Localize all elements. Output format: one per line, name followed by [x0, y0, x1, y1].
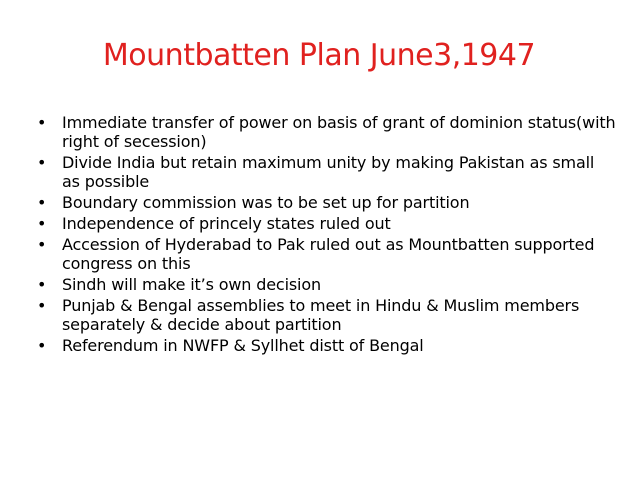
bullet-text: Accession of Hyderabad to Pak ruled out as Mountbatten supported congress on this [62, 235, 595, 273]
bullet-icon: • [37, 296, 47, 315]
bullet-text: Immediate transfer of power on basis of grant of dominion status(with right of secession) [62, 113, 616, 151]
bullet-item [36, 296, 616, 334]
bullet-icon: • [37, 153, 47, 172]
bullet-text: Sindh will make it’s own decision [62, 275, 321, 294]
bullet-text: Divide India but retain maximum unity by making Pakistan as small as possible [62, 153, 595, 191]
bullet-icon: • [37, 275, 47, 294]
bullet-item [36, 193, 616, 212]
bullet-text: Referendum in NWFP & Syllhet distt of Bengal [62, 336, 424, 355]
bullet-icon: • [37, 214, 47, 233]
bullet-item [36, 214, 616, 233]
bullet-icon: • [37, 336, 47, 355]
bullet-text: Punjab & Bengal assemblies to meet in Hindu & Muslim members separately & decide about partition [62, 296, 580, 334]
bullet-list [36, 113, 616, 357]
bullet-item [36, 275, 616, 294]
bullet-item [36, 235, 616, 273]
bullet-item [36, 336, 616, 355]
bullet-icon: • [37, 193, 47, 212]
bullet-text: Boundary commission was to be set up for partition [62, 193, 470, 212]
bullet-icon: • [37, 235, 47, 254]
bullet-icon: • [37, 113, 47, 132]
bullet-text: Independence of princely states ruled out [62, 214, 391, 233]
bullet-item [36, 153, 616, 191]
slide-title: Mountbatten Plan June3,1947 [102, 38, 536, 73]
bullet-item [36, 113, 616, 151]
